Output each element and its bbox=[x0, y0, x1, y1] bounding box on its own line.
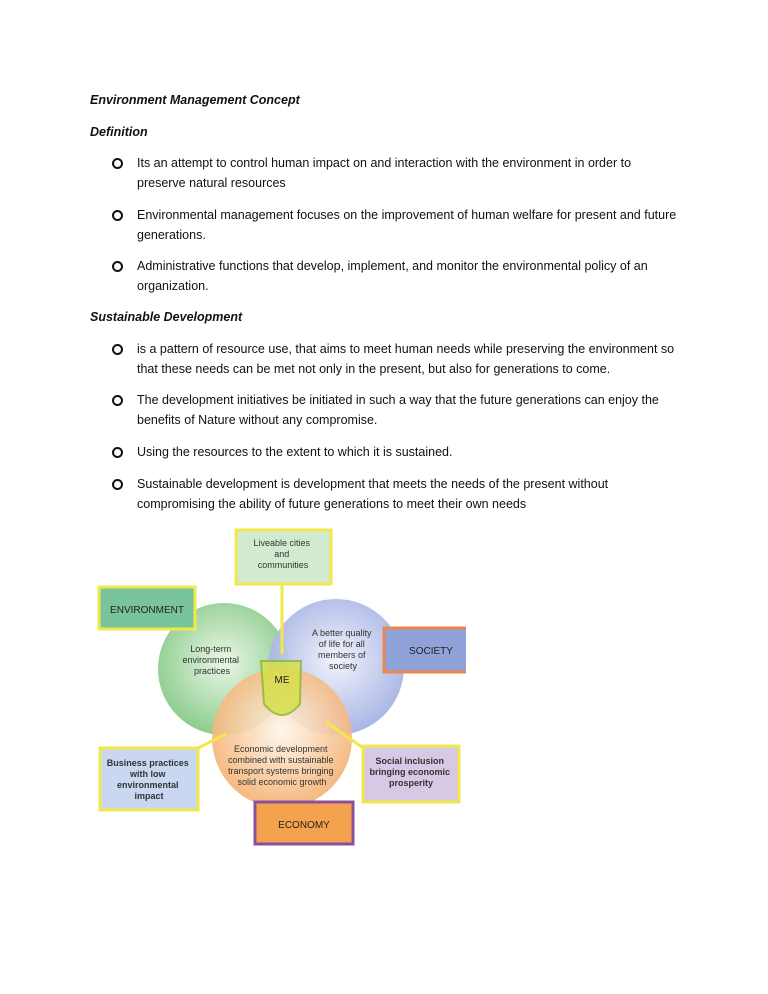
business-practices-text: Business practices with low environmental impact bbox=[106, 758, 189, 801]
bullet-circle-icon bbox=[112, 261, 123, 272]
bullet-circle-icon bbox=[112, 344, 123, 355]
social-inclusion-text: Social inclusion bringing economic prosperity bbox=[369, 756, 450, 788]
society-circle-text: A better quality of life for all members of society bbox=[311, 628, 372, 671]
me-center-shape bbox=[261, 661, 301, 715]
economy-label: ECONOMY bbox=[278, 820, 330, 831]
bullet-circle-icon bbox=[112, 447, 123, 458]
bullet-circle-icon bbox=[112, 395, 123, 406]
page-title: Environment Management Concept bbox=[90, 93, 300, 107]
economy-circle-text: Economic development combined with sustainable transport systems bringing solid economic growth bbox=[227, 744, 334, 787]
sustainable-heading: Sustainable Development bbox=[90, 310, 243, 324]
list-item-text: The development initiatives be initiated in such a way that the future generations can enjoy the benefits of Nature without any compromise. bbox=[137, 393, 659, 427]
list-item-text: is a pattern of resource use, that aims to meet human needs while preserving the environment so that these needs can be met not only in the present, but also for generations to come. bbox=[137, 342, 675, 376]
sustainability-venn-diagram bbox=[96, 526, 466, 848]
bullet-circle-icon bbox=[112, 158, 123, 169]
list-item-text: Its an attempt to control human impact on and interaction with the environment in order to preserve natural resources bbox=[137, 156, 632, 190]
list-item-text: Using the resources to the extent to which it is sustained. bbox=[137, 445, 453, 459]
me-label-text: ME bbox=[274, 675, 290, 686]
liveable-cities-text: Liveable cities and communities bbox=[253, 538, 311, 570]
environment-circle-text: Long-term environmental practices bbox=[182, 644, 240, 676]
definition-heading: Definition bbox=[90, 125, 148, 139]
environment-label: ENVIRONMENT bbox=[110, 605, 184, 616]
list-item-text: Sustainable development is development that meets the needs of the present without compromising the ability of future generations to meet their own needs bbox=[137, 477, 609, 511]
list-item-text: Administrative functions that develop, implement, and monitor the environmental policy of an organization. bbox=[137, 259, 648, 293]
me-center-label bbox=[275, 675, 290, 686]
society-label: SOCIETY bbox=[409, 646, 453, 657]
bullet-circle-icon bbox=[112, 210, 123, 221]
list-item-text: Environmental management focuses on the improvement of human welfare for present and future generations. bbox=[137, 208, 677, 242]
bullet-circle-icon bbox=[112, 479, 123, 490]
